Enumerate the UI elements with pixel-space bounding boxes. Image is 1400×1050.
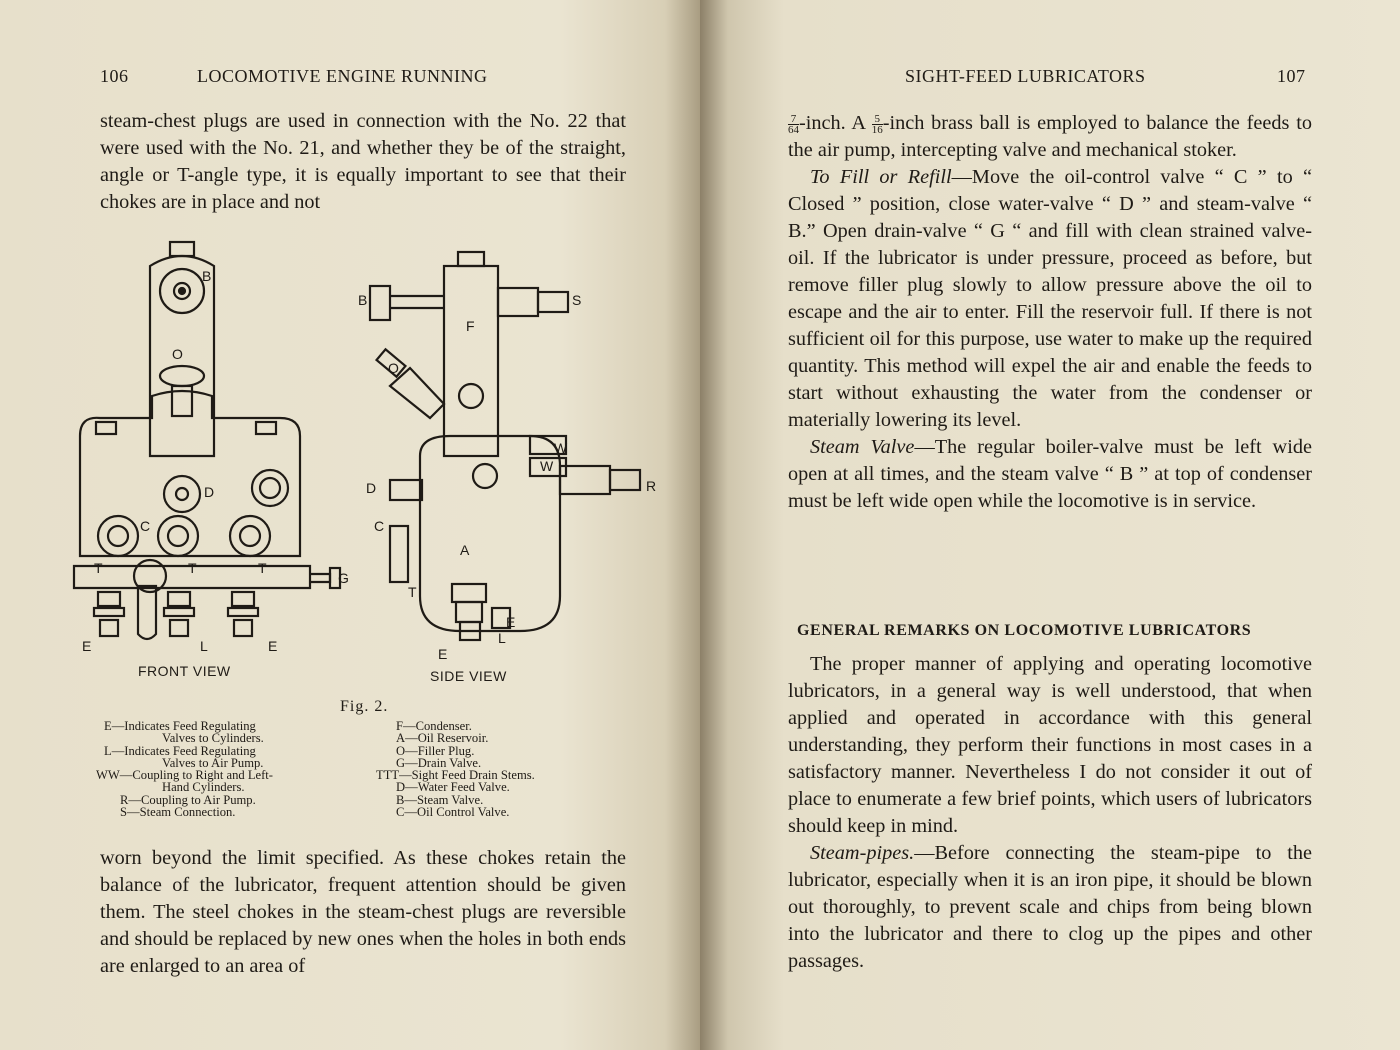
fraction: $\frac{7}{64}$ bbox=[788, 112, 799, 136]
paragraph: To Fill or Refill—Move the oil-control valve “ C ” to “ Closed ” position, close water-valve “ D ” and steam-valve “ B.” Open drain-valve “ G “ and fill with clean strained valve-oil. If the lubricator is under pressure, proceed as before, but remove filler plug slowly to allow pressure above the oil to escape and the air to enter. Fill the reservoir full. If there is not sufficient oil for this purpose, use water to make up the required quantity. This method will expel the air and enable the feeds to start without exhausting the water from the condenser or materially lowering its level. bbox=[788, 166, 1312, 431]
label-t1-front: T bbox=[94, 560, 104, 576]
paragraph: Steam-pipes.—Before connecting the steam-pipe to the lubricator, especially when it is an iron pipe, it should be blown out thoroughly, to prevent scale and chips from being blown into the lubricator and there to clog up the pipes and other passages. bbox=[788, 842, 1312, 972]
legend-row: G—Drain Valve. bbox=[396, 755, 482, 770]
legend-row: Valves to Cylinders. bbox=[162, 731, 264, 746]
figure-caption: Fig. 2. bbox=[340, 698, 389, 715]
right-page bbox=[700, 0, 1400, 1050]
label-e2-front: E bbox=[268, 638, 278, 654]
label-o-front: O bbox=[172, 346, 184, 362]
legend-row: S—Steam Connection. bbox=[120, 805, 236, 820]
label-l-front: L bbox=[200, 638, 209, 654]
label-t2-front: T bbox=[188, 560, 198, 576]
legend-row: O—Filler Plug. bbox=[396, 743, 475, 758]
label-b-side: B bbox=[358, 292, 368, 308]
paragraph: The proper manner of applying and operating locomotive lubricators, in a general way is well understood, that when applied and operated in accordance with this general understanding, they perform their functions in most cases in a satisfactory manner. Nevertheless I do not consider it out of place to enumerate a few brief points, which users of lubricators should keep in mind. bbox=[788, 653, 1312, 837]
lubricator-illustration bbox=[60, 236, 680, 696]
right-top-text bbox=[788, 110, 1312, 515]
label-r-side: R bbox=[646, 478, 657, 494]
paragraph: $\frac{7}{64}$ -inch. A $\frac{5}{16}$ -inch brass ball is employed to balance the feeds to the air pump, intercepting valve and mechanical stoker. bbox=[788, 112, 1312, 161]
label-c-side: C bbox=[374, 518, 385, 534]
legend-row: E—Indicates Feed Regulating bbox=[104, 719, 256, 733]
label-w2-side: W bbox=[540, 458, 554, 474]
legend-row: Hand Cylinders. bbox=[162, 780, 245, 795]
legend-row: A—Oil Reservoir. bbox=[396, 731, 489, 746]
label-t-side: T bbox=[408, 584, 418, 600]
legend-row: TTT—Sight Feed Drain Stems. bbox=[376, 768, 535, 783]
label-s-side: S bbox=[572, 292, 582, 308]
left-top-paragraph: steam-chest plugs are used in connection with the No. 22 that were used with the No. 21, and whether they be of the straight, angle or T-angle type, it is equally important to see that their chokes are in place and not bbox=[100, 110, 626, 213]
label-w1-side: W bbox=[554, 440, 568, 456]
label-e1-side: E bbox=[506, 614, 516, 630]
running-head: SIGHT-FEED LUBRICATORS bbox=[905, 66, 1146, 86]
label-c-front: C bbox=[140, 518, 151, 534]
figure-legend-right bbox=[376, 720, 606, 818]
legend-row: R—Coupling to Air Pump. bbox=[120, 792, 256, 807]
label-e1-front: E bbox=[82, 638, 92, 654]
label-d-front: D bbox=[204, 484, 215, 500]
running-head: LOCOMOTIVE ENGINE RUNNING bbox=[197, 66, 488, 86]
label-a-side: A bbox=[460, 542, 470, 558]
page-number: 106 bbox=[100, 66, 129, 86]
fraction: $\frac{5}{16}$ bbox=[871, 112, 883, 136]
legend-row: WW—Coupling to Right and Left- bbox=[96, 768, 273, 783]
figure-legend-left bbox=[96, 719, 364, 820]
left-bottom-paragraph: worn beyond the limit specified. As these chokes retain the balance of the lubricator, frequent attention should be given them. The steel chokes in the steam-chest plugs are reversible and should be replaced by new ones when the holes in both ends are enlarged to an area of bbox=[100, 847, 626, 977]
section-heading: GENERAL REMARKS ON LOCOMOTIVE LUBRICATORS bbox=[797, 622, 1252, 639]
label-e2-side: E bbox=[438, 646, 448, 662]
legend-row: F—Condenser. bbox=[396, 719, 472, 733]
paragraph: Steam Valve—The regular boiler-valve must be left wide open at all times, and the steam valve “ B ” at top of condenser must be left wide open while the locomotive is in service. bbox=[788, 436, 1312, 512]
legend-row: Valves to Air Pump. bbox=[162, 755, 264, 770]
label-l-side: L bbox=[498, 630, 507, 646]
label-g-front: G bbox=[338, 570, 350, 586]
side-view-drawing bbox=[370, 252, 640, 640]
page-number: 107 bbox=[1277, 66, 1306, 86]
label-d-side: D bbox=[366, 480, 377, 496]
label-o-side: O bbox=[388, 360, 400, 376]
legend-row: C—Oil Control Valve. bbox=[396, 805, 510, 820]
label-t3-front: T bbox=[258, 560, 268, 576]
side-view-label: SIDE VIEW bbox=[430, 668, 507, 684]
front-view-label: FRONT VIEW bbox=[138, 663, 231, 679]
legend-row: D—Water Feed Valve. bbox=[396, 780, 510, 795]
legend-row: L—Indicates Feed Regulating bbox=[104, 743, 256, 758]
legend-row: B—Steam Valve. bbox=[396, 792, 484, 807]
right-bottom-text bbox=[788, 651, 1312, 975]
label-f-side: F bbox=[466, 318, 476, 334]
front-view-drawing bbox=[74, 242, 340, 639]
label-b-front: B bbox=[202, 268, 212, 284]
